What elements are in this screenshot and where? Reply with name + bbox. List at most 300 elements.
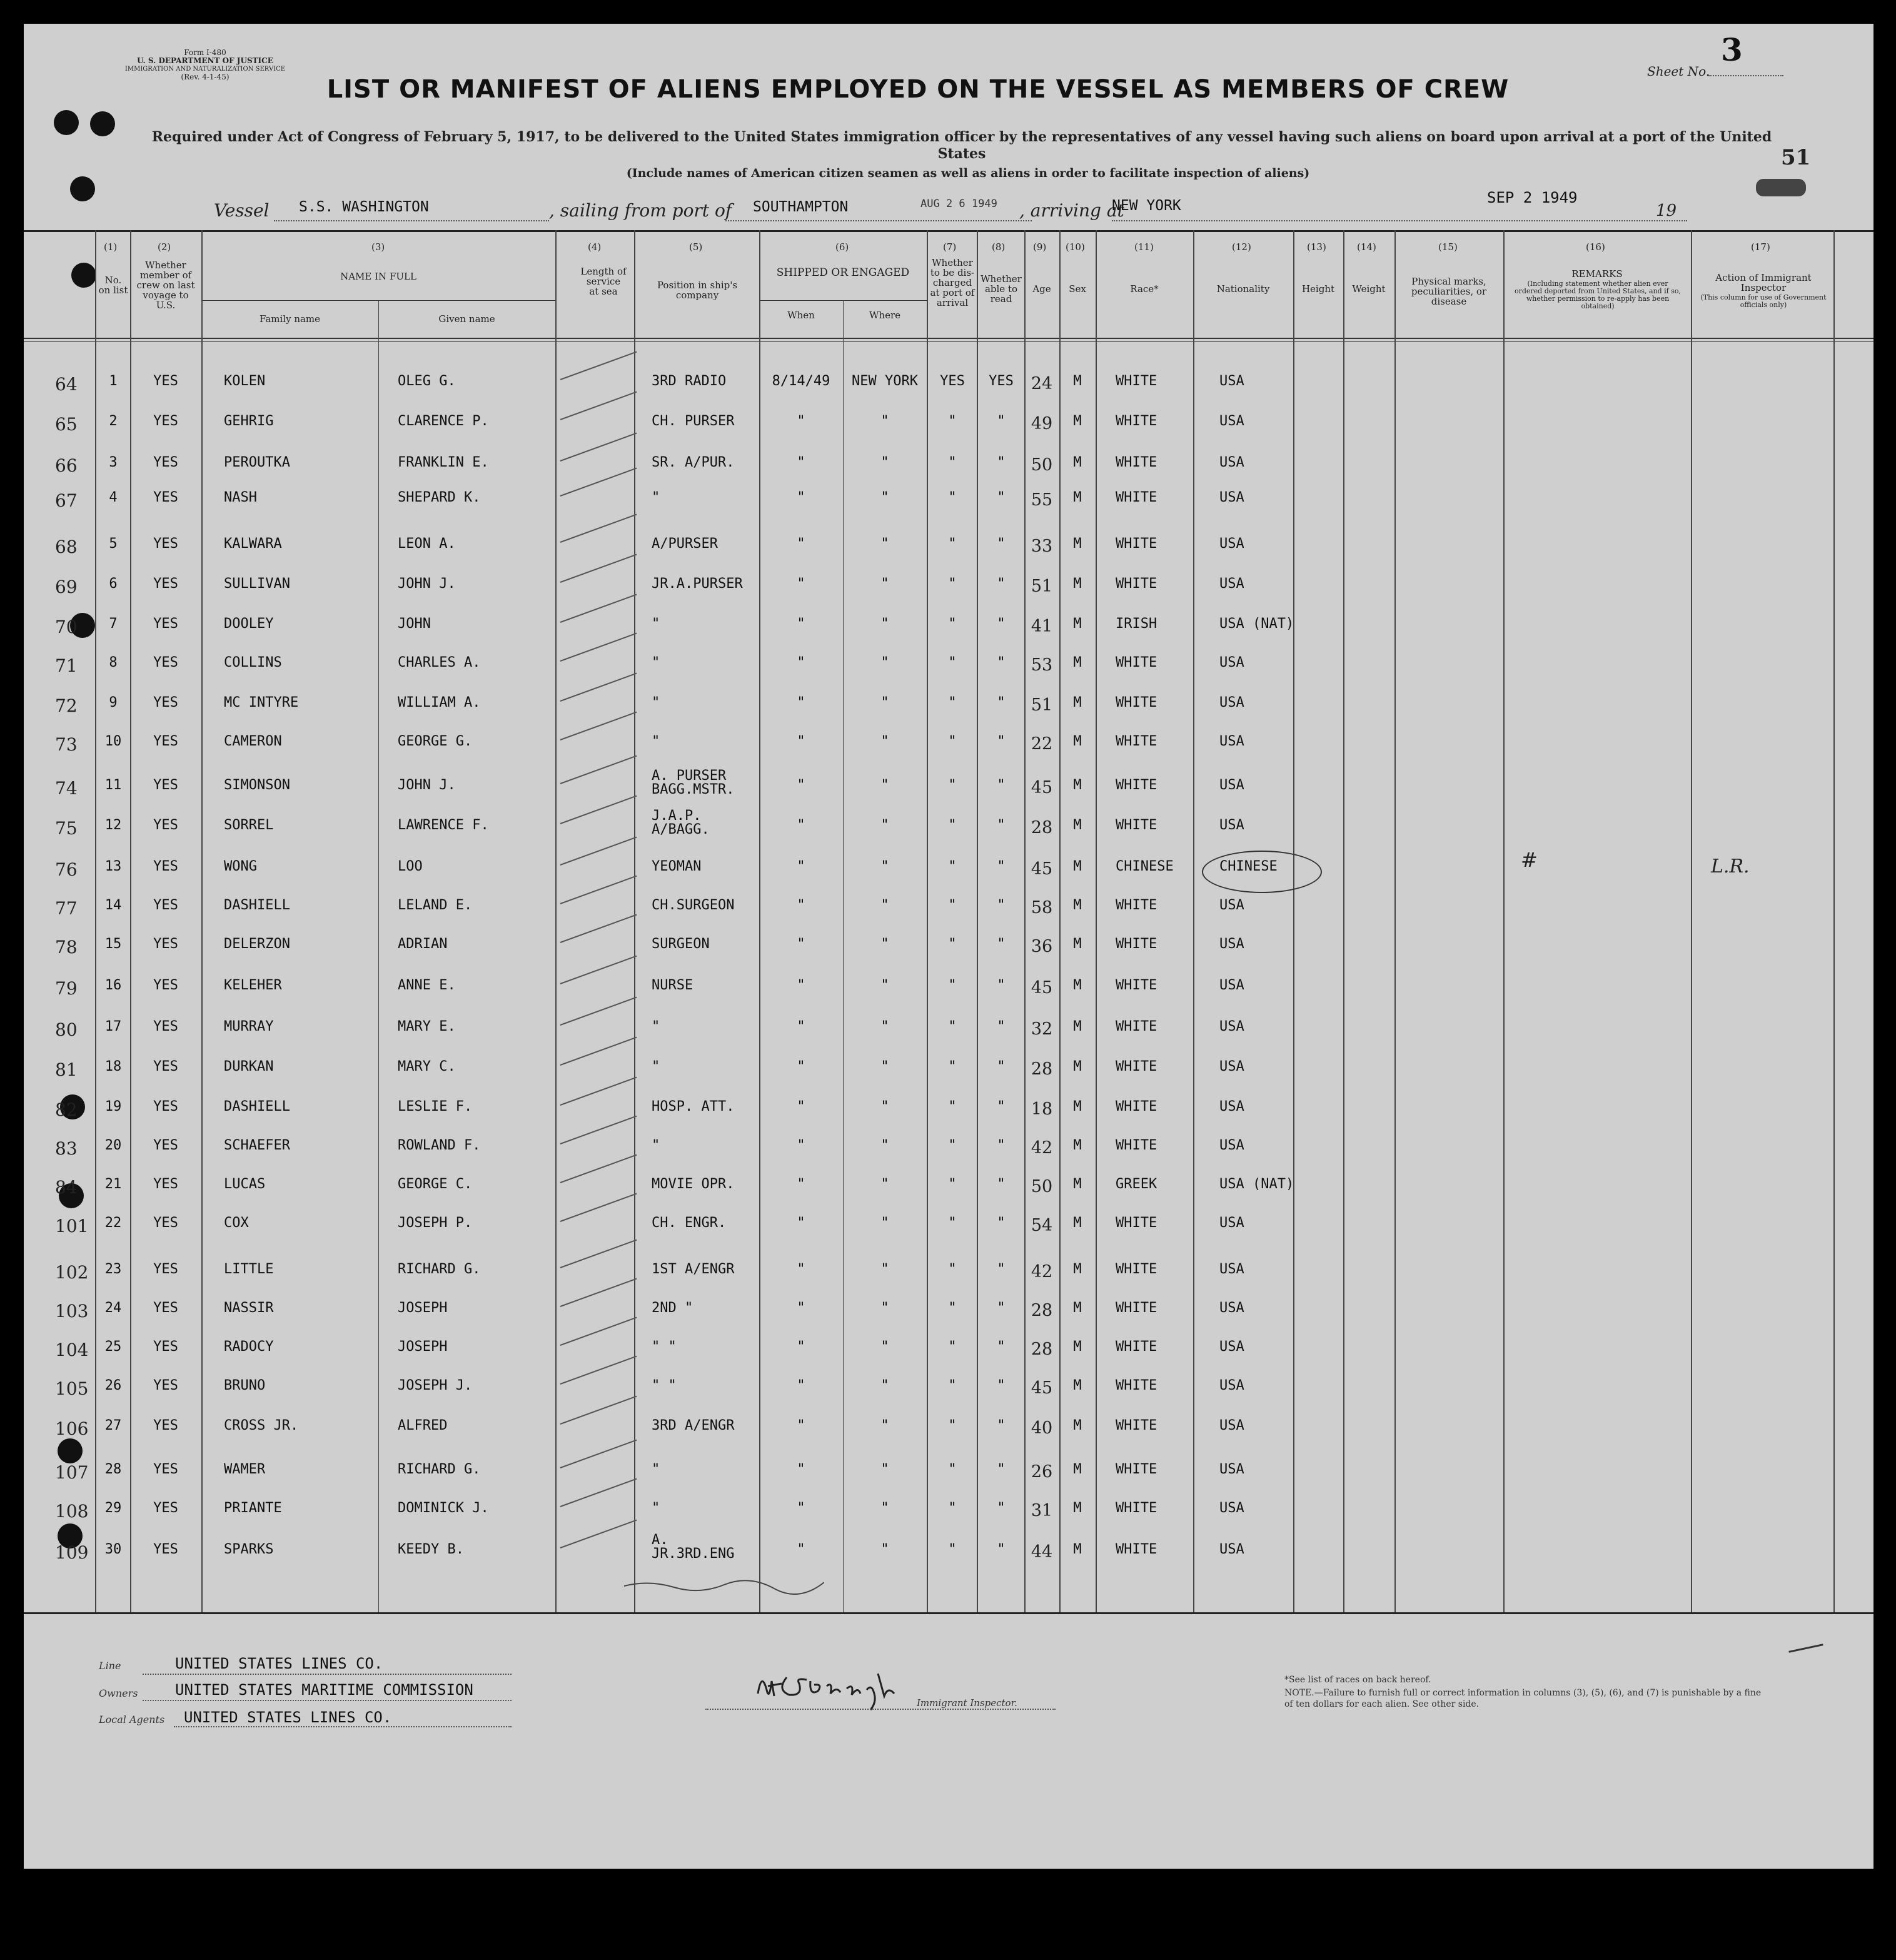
cell-nationality: USA xyxy=(1219,413,1244,429)
service-tick xyxy=(560,712,637,740)
cell-nationality: USA xyxy=(1219,1339,1244,1355)
cell-nationality: USA xyxy=(1219,977,1244,993)
cell-member: YES xyxy=(153,734,178,749)
cell-discharged: " xyxy=(948,655,957,670)
cell-no: 25 xyxy=(104,1339,122,1355)
cell-sex: M xyxy=(1073,1418,1082,1433)
cell-discharged: " xyxy=(948,695,957,710)
cell-nationality: USA xyxy=(1219,1019,1244,1034)
cell-sex: M xyxy=(1073,977,1082,993)
cell-given: JOSEPH xyxy=(398,1339,448,1355)
cell-family: DASHIELL xyxy=(224,1099,290,1114)
cell-discharged: " xyxy=(948,1378,957,1393)
cell-discharged: " xyxy=(948,1339,957,1355)
cell-where: " xyxy=(880,536,889,552)
service-tick xyxy=(560,554,637,583)
cell-sex: M xyxy=(1073,413,1082,429)
cell-where: " xyxy=(880,817,889,833)
cell-sex: M xyxy=(1073,455,1082,470)
cell-no: 19 xyxy=(104,1099,122,1114)
cell-no: 12 xyxy=(104,817,122,833)
cell-where: " xyxy=(880,1300,889,1316)
cell-nationality: USA xyxy=(1219,536,1244,552)
cell-position: HOSP. ATT. xyxy=(652,1099,735,1114)
cell-race: WHITE xyxy=(1116,777,1157,793)
header-rule xyxy=(24,341,1873,342)
cell-discharged: " xyxy=(948,1261,957,1277)
cell-read: " xyxy=(997,1215,1006,1231)
cell-given: RICHARD G. xyxy=(398,1261,481,1277)
cell-position: " xyxy=(652,1462,660,1477)
cell-when: " xyxy=(797,490,805,505)
cell-nationality: USA xyxy=(1219,1099,1244,1114)
cell-read: YES xyxy=(989,373,1014,389)
cell-discharged: " xyxy=(948,1176,957,1192)
cell-line: 79 xyxy=(55,978,78,999)
cell-no: 5 xyxy=(109,536,118,552)
cell-when: " xyxy=(797,413,805,429)
cell-when: " xyxy=(797,1215,805,1231)
cell-where: " xyxy=(880,1500,889,1516)
header-inspector-action: Action of Immigrant Inspector xyxy=(1715,272,1812,293)
cell-race: WHITE xyxy=(1116,576,1157,592)
cell-family: WONG xyxy=(224,859,257,874)
service-tick xyxy=(560,1240,637,1268)
cell-race: WHITE xyxy=(1116,1215,1157,1231)
cell-when: " xyxy=(797,1261,805,1277)
cell-member: YES xyxy=(153,1059,178,1074)
cell-sex: M xyxy=(1073,817,1082,833)
cell-sex: M xyxy=(1073,734,1082,749)
cell-where: " xyxy=(880,1261,889,1277)
cell-when: " xyxy=(797,1099,805,1114)
cell-given: FRANKLIN E. xyxy=(398,455,489,470)
cell-age: 58 xyxy=(1031,898,1053,917)
cell-sex: M xyxy=(1073,1300,1082,1316)
cell-no: 16 xyxy=(104,977,122,993)
cell-line: 76 xyxy=(55,859,78,880)
cell-discharged: " xyxy=(948,1019,957,1034)
cell-member: YES xyxy=(153,977,178,993)
service-tick xyxy=(560,876,637,904)
manifest-sheet xyxy=(24,24,1873,1869)
cell-age: 18 xyxy=(1031,1099,1053,1119)
cell-race: WHITE xyxy=(1116,977,1157,993)
service-tick xyxy=(560,1077,637,1106)
cell-no: 1 xyxy=(109,373,118,389)
cell-when: 8/14/49 xyxy=(772,373,830,389)
service-tick xyxy=(560,1396,637,1425)
cell-line: 103 xyxy=(55,1301,89,1321)
cell-member: YES xyxy=(153,1378,178,1393)
cell-family: WAMER xyxy=(224,1462,266,1477)
cell-race: CHINESE xyxy=(1116,859,1174,874)
cell-nationality: CHINESE xyxy=(1219,859,1278,874)
cell-member: YES xyxy=(153,936,178,952)
cell-family: DOOLEY xyxy=(224,616,274,632)
cell-discharged: " xyxy=(948,413,957,429)
service-tick xyxy=(560,997,637,1026)
cell-where: " xyxy=(880,1176,889,1192)
cell-age: 32 xyxy=(1031,1019,1053,1039)
service-tick xyxy=(560,796,637,824)
cell-age: 26 xyxy=(1031,1462,1053,1482)
races-note: *See list of races on back hereof. xyxy=(1284,1675,1431,1685)
cell-nationality: USA xyxy=(1219,936,1244,952)
cell-family: LITTLE xyxy=(224,1261,274,1277)
col-divider xyxy=(977,230,978,1612)
cell-position: 1ST A/ENGR xyxy=(652,1261,735,1277)
cell-member: YES xyxy=(153,1215,178,1231)
cell-discharged: " xyxy=(948,455,957,470)
cell-discharged: " xyxy=(948,1059,957,1074)
cell-family: CROSS JR. xyxy=(224,1418,299,1433)
footer-owners-label: Owners xyxy=(99,1687,138,1699)
cell-member: YES xyxy=(153,695,178,710)
cell-sex: M xyxy=(1073,936,1082,952)
cell-age: 33 xyxy=(1031,537,1053,556)
cell-when: " xyxy=(797,1462,805,1477)
cell-family: BRUNO xyxy=(224,1378,266,1393)
cell-race: WHITE xyxy=(1116,1462,1157,1477)
cell-given: OLEG G. xyxy=(398,373,456,389)
cell-no: 6 xyxy=(109,576,118,592)
cell-sex: M xyxy=(1073,1176,1082,1192)
cell-given: LELAND E. xyxy=(398,897,473,913)
cell-position: " xyxy=(652,1019,660,1034)
cell-age: 36 xyxy=(1031,937,1053,956)
cell-read: " xyxy=(997,777,1006,793)
cell-given: GEORGE G. xyxy=(398,734,473,749)
cell-member: YES xyxy=(153,1261,178,1277)
cell-given: ADRIAN xyxy=(398,936,448,952)
service-tick xyxy=(560,1193,637,1222)
footer-note xyxy=(1284,1687,1772,1710)
cell-sex: M xyxy=(1073,695,1082,710)
cell-position: CH. PURSER xyxy=(652,413,735,429)
header-able-to-read: Whether able to read xyxy=(981,273,1022,305)
service-tick xyxy=(560,1440,637,1468)
footer-note-text: —Failure to furnish full or correct information in columns (3), (5), (6), and (7) is punishable by a fine of ten dollars for each alien. See other side. xyxy=(1284,1688,1762,1709)
cell-discharged: " xyxy=(948,616,957,632)
cell-race: WHITE xyxy=(1116,455,1157,470)
vessel-label: Vessel xyxy=(214,200,270,221)
cell-discharged: " xyxy=(948,977,957,993)
cell-line: 107 xyxy=(55,1462,89,1483)
cell-given: GEORGE C. xyxy=(398,1176,473,1192)
cell-read: " xyxy=(997,1500,1006,1516)
cell-where: " xyxy=(880,977,889,993)
cell-age: 50 xyxy=(1031,455,1053,475)
cell-when: " xyxy=(797,536,805,552)
cell-sex: M xyxy=(1073,1059,1082,1074)
cell-discharged: " xyxy=(948,897,957,913)
cell-sex: M xyxy=(1073,777,1082,793)
cell-line: 104 xyxy=(55,1340,89,1360)
cell-line: 81 xyxy=(55,1059,78,1080)
inspector-label: Immigrant Inspector. xyxy=(917,1697,1017,1709)
cell-nationality: USA xyxy=(1219,777,1244,793)
cell-age: 53 xyxy=(1031,655,1053,675)
cell-family: SORREL xyxy=(224,817,274,833)
cell-no: 17 xyxy=(104,1019,122,1034)
sheet-label: Sheet No. xyxy=(1647,64,1710,79)
cell-no: 27 xyxy=(104,1418,122,1433)
footer-note-label: NOTE. xyxy=(1284,1688,1314,1698)
vessel-line xyxy=(274,220,549,221)
manifest-subtitle: Required under Act of Congress of February 5, 1917, to be delivered to the United States immigration officer by the representatives of any vessel having such aliens on board upon arrival at a port of the United States xyxy=(151,129,1772,162)
cell-sex: M xyxy=(1073,576,1082,592)
cell-where: " xyxy=(880,1462,889,1477)
year-label: 19 xyxy=(1656,201,1677,220)
cell-family: MURRAY xyxy=(224,1019,274,1034)
cell-no: 4 xyxy=(109,490,118,505)
cell-when: " xyxy=(797,616,805,632)
cell-nationality: USA xyxy=(1219,1261,1244,1277)
margin-dash xyxy=(1788,1644,1823,1653)
cell-nationality: USA xyxy=(1219,1542,1244,1557)
cell-where: " xyxy=(880,576,889,592)
cell-when: " xyxy=(797,734,805,749)
cell-given: ALFRED xyxy=(398,1418,448,1433)
service-tick xyxy=(560,673,637,702)
service-tick xyxy=(560,837,637,866)
cell-family: SIMONSON xyxy=(224,777,290,793)
cell-given: DOMINICK J. xyxy=(398,1500,489,1516)
cell-race: WHITE xyxy=(1116,897,1157,913)
footer-owners-rule xyxy=(143,1700,512,1701)
cell-race: WHITE xyxy=(1116,1418,1157,1433)
cell-read: " xyxy=(997,1542,1006,1557)
col-divider xyxy=(95,230,96,1612)
manifest-title: LIST OR MANIFEST OF ALIENS EMPLOYED ON THE VESSEL AS MEMBERS OF CREW xyxy=(326,75,1510,104)
header-name-in-full: NAME IN FULL xyxy=(340,271,416,282)
cell-sex: M xyxy=(1073,897,1082,913)
cell-where: " xyxy=(880,1138,889,1153)
nationality-circle xyxy=(1202,851,1322,893)
table-bottom-border xyxy=(24,1612,1873,1614)
cell-position: " " xyxy=(652,1339,677,1355)
cell-sex: M xyxy=(1073,1542,1082,1557)
cell-race: WHITE xyxy=(1116,1500,1157,1516)
footer-line-rule xyxy=(143,1674,512,1675)
cell-nationality: USA xyxy=(1219,1300,1244,1316)
cell-member: YES xyxy=(153,1176,178,1192)
col-divider xyxy=(1394,230,1396,1612)
punch-hole xyxy=(58,1438,83,1463)
cell-member: YES xyxy=(153,1339,178,1355)
cell-sex: M xyxy=(1073,490,1082,505)
cell-line: 74 xyxy=(55,778,78,799)
cell-where: " xyxy=(880,616,889,632)
header-no-on-list: No. on list xyxy=(98,275,128,296)
cell-discharged: " xyxy=(948,1138,957,1153)
header-where: Where xyxy=(869,310,900,321)
cell-no: 23 xyxy=(104,1261,122,1277)
cell-sex: M xyxy=(1073,1138,1082,1153)
cell-line: 66 xyxy=(55,455,78,476)
cell-no: 7 xyxy=(109,616,118,632)
footer-agents-value: UNITED STATES LINES CO. xyxy=(184,1709,392,1726)
col-num-5: (5) xyxy=(689,241,703,253)
page-number: 51 xyxy=(1781,145,1811,170)
cell-position: 2ND " xyxy=(652,1300,693,1316)
sheet-number: 3 xyxy=(1721,31,1743,68)
cell-nationality: USA xyxy=(1219,1500,1244,1516)
col-divider xyxy=(1833,230,1835,1612)
col-num-2: (2) xyxy=(158,241,171,253)
header-when: When xyxy=(787,310,815,321)
cell-position: " xyxy=(652,490,660,505)
service-tick xyxy=(560,914,637,943)
cell-family: PRIANTE xyxy=(224,1500,282,1516)
cell-age: 22 xyxy=(1031,734,1053,754)
cell-read: " xyxy=(997,616,1006,632)
cell-no: 18 xyxy=(104,1059,122,1074)
punch-hole xyxy=(54,110,79,135)
service-tick xyxy=(560,633,637,662)
cell-member: YES xyxy=(153,817,178,833)
cell-given: JOSEPH J. xyxy=(398,1378,473,1393)
arriving-label: , arriving at xyxy=(1019,200,1124,221)
cell-nationality: USA xyxy=(1219,1378,1244,1393)
cell-member: YES xyxy=(153,1500,178,1516)
cell-no: 3 xyxy=(109,455,118,470)
port-to: NEW YORK xyxy=(1112,198,1181,214)
cell-age: 51 xyxy=(1031,577,1053,596)
cell-family: DURKAN xyxy=(224,1059,274,1074)
cell-no: 13 xyxy=(104,859,122,874)
date-stamp: AUG 2 6 1949 xyxy=(920,198,997,210)
cell-race: WHITE xyxy=(1116,1339,1157,1355)
cell-where: " xyxy=(880,655,889,670)
port-to-line xyxy=(1112,220,1687,221)
service-tick xyxy=(560,1116,637,1144)
cell-no: 21 xyxy=(104,1176,122,1192)
cell-given: KEEDY B. xyxy=(398,1542,464,1557)
cell-read: " xyxy=(997,655,1006,670)
header-physical-marks: Physical marks, peculiarities, or disease xyxy=(1411,276,1487,307)
cell-read: " xyxy=(997,1300,1006,1316)
cell-race: IRISH xyxy=(1116,616,1157,632)
cell-member: YES xyxy=(153,1542,178,1557)
cell-age: 49 xyxy=(1031,414,1053,433)
cell-read: " xyxy=(997,1019,1006,1034)
cell-family: DASHIELL xyxy=(224,897,290,913)
col-divider xyxy=(1691,230,1692,1612)
header-weight: Weight xyxy=(1352,283,1386,295)
service-tick xyxy=(560,594,637,623)
department: U. S. DEPARTMENT OF JUSTICE xyxy=(137,56,273,65)
cell-family: SPARKS xyxy=(224,1542,274,1557)
header-given-name: Given name xyxy=(438,313,495,325)
cell-age: 28 xyxy=(1031,1059,1053,1079)
service-tick xyxy=(560,1317,637,1346)
cell-member: YES xyxy=(153,616,178,632)
service-tick xyxy=(560,956,637,984)
cell-given: LAWRENCE F. xyxy=(398,817,489,833)
service-tick xyxy=(560,468,637,497)
footer-agents-label: Local Agents xyxy=(99,1714,165,1725)
cell-member: YES xyxy=(153,455,178,470)
cell-position: " xyxy=(652,1138,660,1153)
cell-position: " " xyxy=(652,1378,677,1393)
cell-when: " xyxy=(797,859,805,874)
cell-family: DELERZON xyxy=(224,936,290,952)
cell-age: 31 xyxy=(1031,1501,1053,1520)
port-from: SOUTHAMPTON xyxy=(753,199,849,215)
cell-family: CAMERON xyxy=(224,734,282,749)
cell-nationality: USA xyxy=(1219,373,1244,389)
cell-family: SCHAEFER xyxy=(224,1138,290,1153)
cell-discharged: " xyxy=(948,490,957,505)
cell-family: PEROUTKA xyxy=(224,455,290,470)
cell-nationality: USA xyxy=(1219,1418,1244,1433)
cell-position: JR.A.PURSER xyxy=(652,576,743,592)
cell-discharged: " xyxy=(948,1500,957,1516)
cell-race: GREEK xyxy=(1116,1176,1157,1192)
cell-family: LUCAS xyxy=(224,1176,266,1192)
cell-when: " xyxy=(797,897,805,913)
cell-where: " xyxy=(880,1215,889,1231)
cell-family: COX xyxy=(224,1215,249,1231)
arrival-date: SEP 2 1949 xyxy=(1487,189,1578,206)
cell-nationality: USA xyxy=(1219,455,1244,470)
cell-position: J.A.P. A/BAGG. xyxy=(652,808,710,837)
cell-when: " xyxy=(797,655,805,670)
header-length-of-service: Length of service at sea xyxy=(580,266,627,297)
cell-given: JOSEPH P. xyxy=(398,1215,473,1231)
cell-age: 28 xyxy=(1031,1340,1053,1359)
inspector-signature-rule xyxy=(705,1709,1056,1710)
cell-family: RADOCY xyxy=(224,1339,274,1355)
cell-read: " xyxy=(997,817,1006,833)
cell-age: 40 xyxy=(1031,1418,1053,1438)
port-from-line xyxy=(725,220,1032,221)
cell-line: 105 xyxy=(55,1378,89,1399)
service: IMMIGRATION AND NATURALIZATION SERVICE xyxy=(124,66,286,73)
cell-position: SR. A/PUR. xyxy=(652,455,735,470)
cell-sex: M xyxy=(1073,655,1082,670)
cell-no: 22 xyxy=(104,1215,122,1231)
cell-position: MOVIE OPR. xyxy=(652,1176,735,1192)
service-tick xyxy=(560,1037,637,1066)
cell-where: " xyxy=(880,734,889,749)
cell-family: SULLIVAN xyxy=(224,576,290,592)
cell-read: " xyxy=(997,1378,1006,1393)
cell-where: " xyxy=(880,936,889,952)
remark-mark: # xyxy=(1521,848,1538,872)
cell-given: JOSEPH xyxy=(398,1300,448,1316)
cell-race: WHITE xyxy=(1116,695,1157,710)
col-num-10: (10) xyxy=(1066,241,1085,253)
cell-member: YES xyxy=(153,413,178,429)
cell-when: " xyxy=(797,1300,805,1316)
cell-read: " xyxy=(997,1462,1006,1477)
cell-race: WHITE xyxy=(1116,1099,1157,1114)
cell-given: CHARLES A. xyxy=(398,655,481,670)
cell-race: WHITE xyxy=(1116,413,1157,429)
service-tick xyxy=(560,433,637,462)
cell-nationality: USA xyxy=(1219,734,1244,749)
sheet-number-line xyxy=(1708,75,1783,76)
cell-when: " xyxy=(797,1418,805,1433)
cell-position: CH. ENGR. xyxy=(652,1215,727,1231)
cell-read: " xyxy=(997,576,1006,592)
cell-position: " xyxy=(652,695,660,710)
cell-race: WHITE xyxy=(1116,373,1157,389)
service-tick xyxy=(560,1356,637,1385)
